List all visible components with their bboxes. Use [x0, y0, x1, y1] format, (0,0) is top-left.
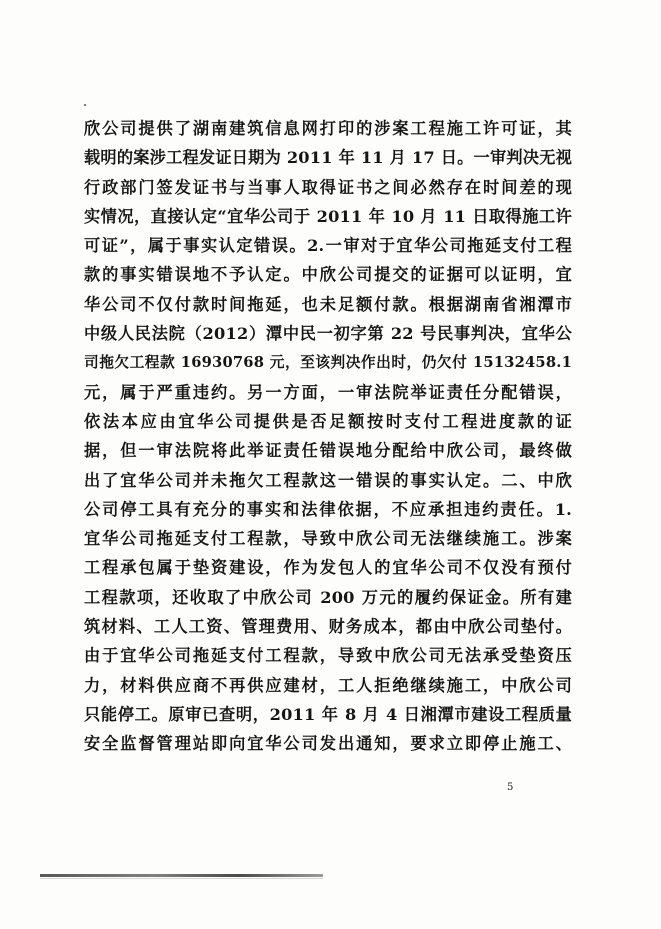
body-text — [84, 114, 572, 759]
text-line: 力，材料供应商不再供应建材，工人拒绝继续施工，中欣公司 — [84, 675, 572, 695]
text-line: 实情况，直接认定“宜华公司于 2011 年 10 月 11 日取得施工许 — [84, 206, 572, 226]
text-line: 出了宜华公司并未拖欠工程款这一错误的事实认定。二、中欣 — [84, 470, 572, 490]
text-line: 可证”，属于事实认定错误。2.一审对于宜华公司拖延支付工程 — [84, 236, 572, 256]
text-line: 中级人民法院（2012）潭中民一初字第 22 号民事判决，宜华公 — [84, 324, 572, 344]
text-line: 工程款项，还收取了中欣公司 200 万元的履约保证金。所有建 — [84, 587, 572, 607]
text-line: 工程承包属于垫资建设，作为发包人的宜华公司不仅没有预付 — [84, 558, 572, 578]
text-line: 欣公司提供了湖南建筑信息网打印的涉案工程施工许可证，其 — [84, 119, 572, 138]
text-line: 载明的案涉工程发证日期为 2011 年 11 月 17 日。一审判决无视 — [84, 148, 572, 168]
text-line: 宜华公司拖延支付工程款，导致中欣公司无法继续施工。涉案 — [84, 529, 572, 549]
text-line: 华公司不仅付款时间拖延，也未足额付款。根据湖南省湘潭市 — [84, 294, 572, 314]
text-line: 筑材料、工人工资、管理费用、财务成本，都由中欣公司垫付。 — [84, 617, 572, 637]
scan-edge-shadow — [40, 878, 323, 879]
page-number: 5 — [507, 782, 514, 793]
scan-speck — [84, 104, 86, 106]
scan-edge-line — [40, 874, 323, 877]
text-line: 公司停工具有充分的事实和法律依据，不应承担违约责任。1. — [84, 499, 572, 519]
text-line: 只能停工。原审已查明，2011 年 8 月 4 日湘潭市建设工程质量 — [84, 704, 572, 724]
text-line: 司拖欠工程款 16930768 元，至该判决作出时，仍欠付 15132458.1 — [84, 354, 572, 372]
text-line: 安全监督管理站即向宜华公司发出通知，要求立即停止施工、 — [84, 734, 572, 754]
text-line: 依法本应由宜华公司提供是否足额按时支付工程进度款的证 — [84, 411, 572, 431]
text-line: 款的事实错误地不予认定。中欣公司提交的证据可以证明，宜 — [84, 265, 572, 285]
text-line: 由于宜华公司拖延支付工程款，导致中欣公司无法承受垫资压 — [84, 646, 572, 666]
text-line: 据，但一审法院将此举证责任错误地分配给中欣公司，最终做 — [84, 441, 572, 461]
text-line: 元，属于严重违约。另一方面，一审法院举证责任分配错误， — [84, 382, 572, 402]
text-line: 行政部门签发证书与当事人取得证书之间必然存在时间差的现 — [84, 177, 572, 197]
